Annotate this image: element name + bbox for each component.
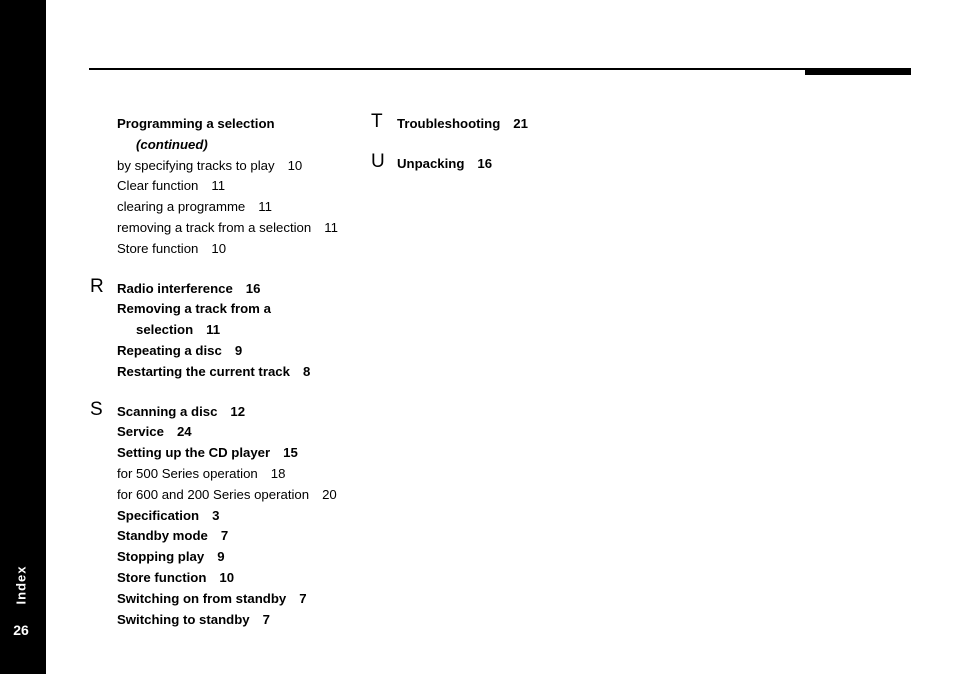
entry-text: Troubleshooting	[397, 116, 501, 131]
entry-text: Specification	[117, 507, 200, 523]
index-entry	[117, 589, 367, 610]
entry-page-number: 16	[477, 155, 493, 171]
index-entry	[117, 197, 367, 218]
index-column-1	[90, 114, 367, 649]
entry-page-number: 12	[230, 403, 246, 419]
entry-text: (continued)	[136, 136, 208, 152]
entry-page-number: 7	[299, 590, 307, 606]
index-entry	[117, 114, 367, 135]
page-number: 26	[13, 622, 29, 638]
entry-text: Switching to standby	[117, 611, 250, 627]
index-entry	[117, 299, 367, 320]
entry-text: Programming a selection	[117, 116, 275, 131]
section-letter: T	[371, 111, 383, 132]
entry-text: Setting up the CD player	[117, 445, 271, 461]
index-section	[371, 111, 647, 135]
header-rule-accent	[805, 68, 911, 75]
entry-page-number: 7	[262, 611, 270, 627]
index-section	[117, 114, 367, 260]
entry-page-number: 18	[270, 465, 286, 481]
index-section	[90, 275, 367, 383]
index-entry	[397, 114, 647, 135]
entry-page-number: 3	[212, 507, 220, 523]
entry-page-number: 8	[302, 363, 311, 379]
entry-text: selection	[136, 322, 194, 338]
entry-page-number: 10	[287, 157, 303, 173]
index-entry	[117, 135, 367, 156]
entry-text: Service	[117, 424, 164, 440]
section-label: Index	[13, 565, 29, 605]
index-entry	[117, 362, 367, 383]
entry-page-number: 11	[206, 322, 221, 338]
entry-page-number: 11	[324, 219, 338, 235]
index-entry	[117, 218, 367, 239]
entry-text: Switching on from standby	[117, 590, 287, 606]
entry-page-number: 10	[211, 240, 227, 256]
entry-page-number: 21	[513, 116, 528, 131]
entry-text: for 500 Series operation	[117, 465, 258, 481]
entry-page-number: 11	[211, 178, 226, 194]
index-entry	[117, 422, 367, 443]
section-letter: R	[90, 275, 104, 297]
index-entry	[397, 154, 647, 175]
index-entry	[117, 402, 367, 423]
header-rule	[89, 68, 805, 70]
entry-page-number: 15	[283, 445, 298, 461]
index-entry	[117, 341, 367, 362]
entry-page-number: 7	[220, 528, 229, 544]
entry-page-number: 16	[245, 280, 261, 296]
index-entry	[117, 485, 367, 506]
entry-text: by specifying tracks to play	[117, 157, 275, 173]
entry-text: Repeating a disc	[117, 342, 222, 358]
entry-text: Stopping play	[117, 549, 205, 565]
entry-text: Unpacking	[397, 155, 465, 171]
index-entry	[117, 176, 367, 197]
entry-page-number: 9	[217, 549, 225, 565]
index-entry	[117, 464, 367, 485]
section-letter: S	[90, 398, 103, 420]
entry-page-number: 24	[176, 424, 192, 440]
index-column-2	[371, 111, 647, 194]
sidebar-tab	[0, 0, 46, 674]
entry-text: for 600 and 200 Series operation	[117, 486, 310, 502]
entry-text: clearing a programme	[117, 199, 246, 215]
index-entry	[117, 320, 367, 341]
entry-text: Store function	[117, 569, 207, 585]
index-section	[90, 398, 367, 631]
entry-text: Standby mode	[117, 528, 208, 544]
entry-text: Radio interference	[117, 280, 233, 296]
entry-text: Store function	[117, 240, 199, 256]
index-entry	[117, 443, 367, 464]
entry-page-number: 10	[219, 569, 235, 585]
entry-text: Scanning a disc	[117, 403, 218, 419]
entry-page-number: 9	[234, 342, 243, 358]
index-entry	[117, 239, 367, 260]
entry-page-number: 20	[322, 486, 337, 502]
entry-page-number: 11	[258, 199, 272, 215]
index-entry	[117, 610, 367, 631]
index-entry	[117, 547, 367, 568]
entry-text: removing a track from a selection	[117, 219, 312, 235]
index-entry	[117, 568, 367, 589]
index-entry	[117, 506, 367, 527]
entry-text: Clear function	[117, 178, 199, 194]
section-letter: U	[371, 150, 385, 172]
index-entry	[117, 279, 367, 300]
index-entry	[117, 156, 367, 177]
index-entry	[117, 526, 367, 547]
index-section	[371, 150, 647, 175]
entry-text: Restarting the current track	[117, 363, 290, 379]
entry-text: Removing a track from a	[117, 301, 271, 317]
